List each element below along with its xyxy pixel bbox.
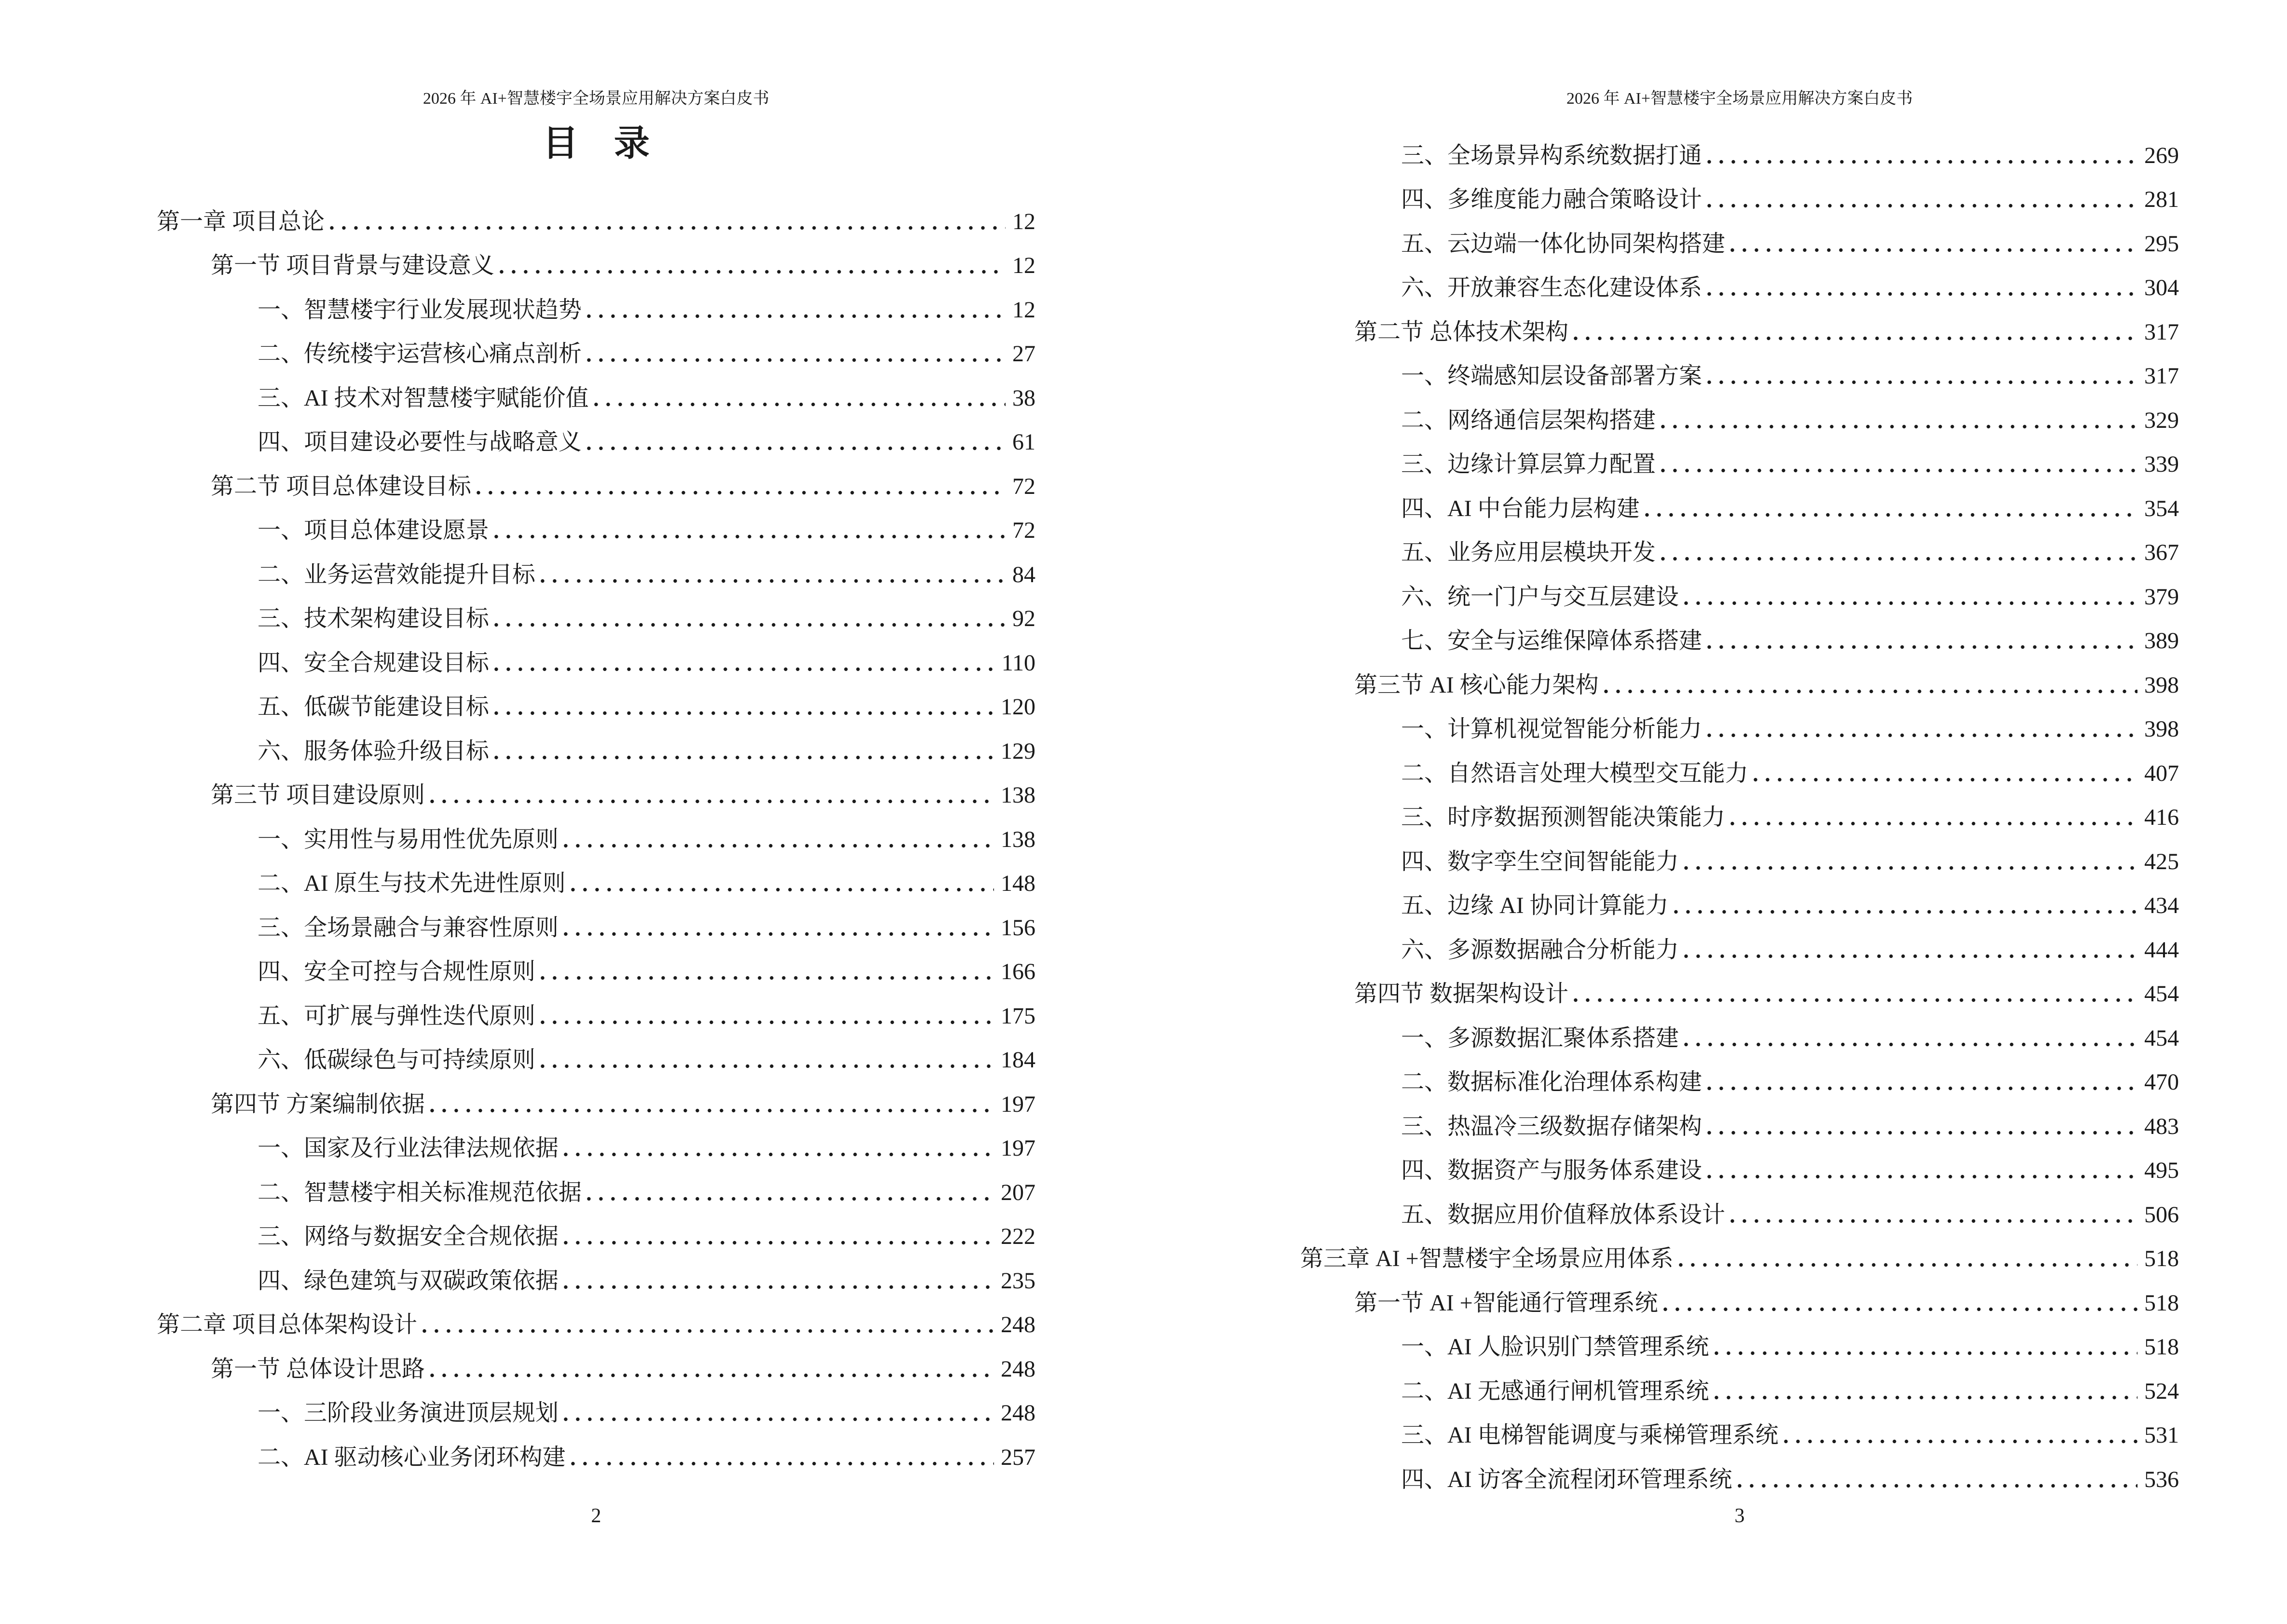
- toc-entry[interactable]: [157, 720, 1035, 764]
- toc-page-number: 379: [2144, 584, 2179, 610]
- toc-entry[interactable]: [157, 1337, 1035, 1382]
- toc-dot-leader: [1730, 821, 2137, 826]
- toc-entry-label: 六、服务体验升级目标: [258, 738, 490, 764]
- toc-entry[interactable]: [1300, 345, 2179, 389]
- toc-entry-label: 四、AI 中台能力层构建: [1401, 495, 1640, 521]
- toc-entry[interactable]: [157, 1117, 1035, 1161]
- toc-entry-label: 一、终端感知层设备部署方案: [1401, 363, 1702, 389]
- toc-page-number: 536: [2144, 1466, 2179, 1492]
- toc-page-number: 197: [1001, 1135, 1035, 1161]
- toc-entry-label: 一、项目总体建设愿景: [258, 518, 490, 544]
- toc-dot-leader: [540, 1020, 994, 1024]
- toc-entry-label: 五、可扩展与弹性迭代原则: [258, 1003, 536, 1029]
- toc-entry[interactable]: [157, 808, 1035, 852]
- toc-page-number: 317: [2144, 319, 2179, 345]
- toc-entry-label: 二、自然语言处理大模型交互能力: [1401, 760, 1749, 786]
- toc-page-number: 12: [1012, 253, 1035, 279]
- toc-page-number: 518: [2144, 1290, 2179, 1316]
- toc-entry-label: 六、低碳绿色与可持续原则: [258, 1047, 536, 1073]
- toc-entry[interactable]: [1300, 1404, 2179, 1448]
- toc-page-number: 329: [2144, 407, 2179, 433]
- toc-entry-label: 五、云边端一体化协同架构搭建: [1401, 231, 1726, 257]
- toc-page-number: 120: [1001, 694, 1035, 720]
- toc-entry-label: 四、AI 访客全流程闭环管理系统: [1401, 1466, 1732, 1492]
- toc-page-number: 257: [1001, 1444, 1035, 1470]
- toc-page-number: 518: [2144, 1246, 2179, 1272]
- toc-entry[interactable]: [157, 984, 1035, 1029]
- toc-entry-label: 三、时序数据预测智能决策能力: [1401, 805, 1726, 831]
- toc-dot-leader: [586, 446, 1006, 450]
- toc-entry-label: 一、实用性与易用性优先原则: [258, 826, 559, 852]
- toc-page-number: 110: [1001, 650, 1035, 676]
- toc-page-number: 425: [2144, 848, 2179, 874]
- toc-page-number: 495: [2144, 1158, 2179, 1184]
- toc-entry-label: 四、绿色建筑与双碳政策依据: [258, 1268, 559, 1294]
- toc-entry[interactable]: [157, 1249, 1035, 1294]
- toc-dot-leader: [1573, 998, 2137, 1002]
- toc-entry-label: 一、多源数据汇聚体系搭建: [1401, 1025, 1679, 1051]
- toc-entry[interactable]: [1300, 124, 2179, 168]
- toc-entry[interactable]: [1300, 786, 2179, 831]
- toc-dot-leader: [540, 1064, 994, 1068]
- toc-entry[interactable]: [157, 234, 1035, 279]
- toc-entry-label: 三、热温冷三级数据存储架构: [1401, 1113, 1702, 1139]
- toc-page-number: 506: [2144, 1201, 2179, 1228]
- toc-page-number: 531: [2144, 1422, 2179, 1448]
- toc-entry-label: 第一章 项目总论: [157, 208, 325, 234]
- toc-entry-label: 五、低碳节能建设目标: [258, 694, 490, 720]
- toc-dot-leader: [586, 358, 1006, 362]
- toc-entry-label: 第一节 项目背景与建设意义: [211, 253, 495, 279]
- toc-dot-leader: [1684, 866, 2137, 870]
- toc-entry-label: 二、数据标准化治理体系构建: [1401, 1069, 1702, 1095]
- toc-dot-leader: [1707, 733, 2137, 737]
- toc-entry-label: 六、开放兼容生态化建设体系: [1401, 275, 1702, 301]
- toc-entry[interactable]: [157, 631, 1035, 676]
- toc-entry-label: 四、项目建设必要性与战略意义: [258, 429, 582, 455]
- toc-dot-leader: [563, 1285, 994, 1289]
- toc-entry-label: 第四节 方案编制依据: [211, 1091, 425, 1117]
- toc-list-right: [1300, 124, 2179, 1492]
- toc-dot-leader: [329, 226, 1006, 230]
- toc-entry[interactable]: [157, 1029, 1035, 1073]
- toc-entry[interactable]: [1300, 1007, 2179, 1051]
- toc-page-number: 61: [1012, 429, 1035, 455]
- toc-dot-leader: [422, 1329, 994, 1333]
- toc-dot-leader: [1707, 160, 2137, 164]
- toc-page-number: 434: [2144, 893, 2179, 919]
- toc-entry-label: 二、智慧楼宇相关标准规范依据: [258, 1179, 582, 1205]
- toc-page-number: 518: [2144, 1334, 2179, 1360]
- toc-page-number: 269: [2144, 142, 2179, 168]
- toc-entry[interactable]: [157, 455, 1035, 499]
- toc-entry-label: 六、多源数据融合分析能力: [1401, 937, 1679, 963]
- toc-page-number: 222: [1001, 1224, 1035, 1250]
- toc-entry[interactable]: [1300, 830, 2179, 874]
- toc-entry-label: 二、业务运营效能提升目标: [258, 561, 536, 587]
- page-footer-number-left: 2: [591, 1505, 601, 1527]
- toc-dot-leader: [1678, 1263, 2137, 1267]
- toc-entry[interactable]: [157, 1382, 1035, 1426]
- toc-dot-leader: [1684, 1042, 2137, 1047]
- toc-entry[interactable]: [1300, 168, 2179, 213]
- toc-dot-leader: [1707, 380, 2137, 384]
- toc-entry[interactable]: [157, 543, 1035, 587]
- page-right: [1144, 0, 2287, 1624]
- toc-dot-leader: [563, 932, 994, 936]
- toc-entry-label: 二、传统楼宇运营核心痛点剖析: [258, 341, 582, 367]
- toc-dot-leader: [540, 579, 1006, 583]
- toc-entry-label: 三、全场景异构系统数据打通: [1401, 142, 1702, 168]
- toc-entry[interactable]: [1300, 1183, 2179, 1228]
- toc-entry[interactable]: [157, 278, 1035, 323]
- toc-dot-leader: [563, 844, 994, 848]
- toc-dot-leader: [540, 976, 994, 980]
- toc-entry-label: 第四节 数据架构设计: [1354, 981, 1569, 1007]
- toc-entry-label: 第二章 项目总体架构设计: [157, 1312, 418, 1338]
- toc-dot-leader: [494, 534, 1006, 539]
- toc-page-number: 354: [2144, 495, 2179, 521]
- toc-dot-leader: [571, 1461, 994, 1466]
- toc-entry[interactable]: [1300, 521, 2179, 566]
- toc-page-number: 483: [2144, 1113, 2179, 1139]
- toc-page-number: 84: [1012, 561, 1035, 587]
- toc-entry-label: 三、AI 技术对智慧楼宇赋能价值: [258, 385, 589, 411]
- toc-entry[interactable]: [157, 1161, 1035, 1205]
- toc-entry-label: 六、统一门户与交互层建设: [1401, 584, 1679, 610]
- toc-entry[interactable]: [1300, 389, 2179, 433]
- toc-entry[interactable]: [157, 323, 1035, 367]
- toc-entry[interactable]: [1300, 1095, 2179, 1139]
- toc-page-number: 248: [1001, 1400, 1035, 1426]
- toc-dot-leader: [494, 623, 1006, 627]
- toc-dot-leader: [1684, 601, 2137, 605]
- toc-dot-leader: [1663, 1307, 2137, 1311]
- toc-entry-label: 二、AI 原生与技术先进性原则: [258, 871, 566, 897]
- toc-dot-leader: [499, 270, 1006, 274]
- toc-dot-leader: [586, 1197, 994, 1201]
- toc-page-number: 156: [1001, 914, 1035, 941]
- toc-entry[interactable]: [157, 896, 1035, 941]
- toc-dot-leader: [494, 755, 994, 760]
- toc-page-number: 304: [2144, 275, 2179, 301]
- toc-entry-label: 五、业务应用层模块开发: [1401, 540, 1656, 566]
- toc-page-number: 416: [2144, 805, 2179, 831]
- toc-dot-leader: [494, 667, 995, 671]
- toc-dot-leader: [586, 314, 1006, 318]
- toc-entry-label: 一、计算机视觉智能分析能力: [1401, 716, 1702, 742]
- toc-page-number: 184: [1001, 1047, 1035, 1073]
- toc-entry-label: 五、数据应用价值释放体系设计: [1401, 1201, 1726, 1228]
- toc-page-number: 367: [2144, 540, 2179, 566]
- toc-dot-leader: [1737, 1484, 2137, 1488]
- toc-page-number: 248: [1001, 1312, 1035, 1338]
- toc-entry-label: 四、数据资产与服务体系建设: [1401, 1158, 1702, 1184]
- toc-dot-leader: [563, 1417, 994, 1421]
- toc-page-number: 444: [2144, 937, 2179, 963]
- toc-entry[interactable]: [1300, 433, 2179, 478]
- toc-entry-label: 四、安全合规建设目标: [258, 650, 490, 676]
- toc-page-number: 398: [2144, 672, 2179, 698]
- toc-entry[interactable]: [1300, 257, 2179, 301]
- toc-entry[interactable]: [157, 676, 1035, 720]
- toc-title: 目 录: [543, 124, 650, 164]
- toc-entry-label: 三、AI 电梯智能调度与乘梯管理系统: [1401, 1422, 1779, 1448]
- toc-page-number: 92: [1012, 606, 1035, 632]
- toc-page-number: 339: [2144, 451, 2179, 478]
- toc-entry[interactable]: [157, 764, 1035, 808]
- toc-dot-leader: [1604, 689, 2137, 694]
- toc-page-number: 129: [1001, 738, 1035, 764]
- toc-entry[interactable]: [1300, 1360, 2179, 1404]
- toc-entry[interactable]: [1300, 1448, 2179, 1492]
- toc-dot-leader: [1661, 424, 2137, 429]
- toc-page-number: 166: [1001, 959, 1035, 985]
- toc-entry[interactable]: [1300, 212, 2179, 257]
- toc-dot-leader: [430, 1373, 994, 1378]
- toc-entry-label: 二、网络通信层架构搭建: [1401, 407, 1656, 433]
- toc-page-number: 248: [1001, 1356, 1035, 1382]
- toc-entry[interactable]: [157, 941, 1035, 985]
- toc-page-number: 12: [1012, 208, 1035, 234]
- toc-entry-label: 一、国家及行业法律法规依据: [258, 1135, 559, 1161]
- toc-dot-leader: [571, 887, 994, 892]
- toc-entry[interactable]: [157, 852, 1035, 897]
- toc-entry[interactable]: [1300, 1271, 2179, 1316]
- toc-page-number: 407: [2144, 760, 2179, 786]
- toc-entry-label: 四、数字孪生空间智能能力: [1401, 848, 1679, 874]
- toc-dot-leader: [563, 1241, 994, 1245]
- toc-dot-leader: [1730, 1219, 2137, 1223]
- toc-entry-label: 第一节 AI +智能通行管理系统: [1354, 1290, 1658, 1316]
- toc-entry[interactable]: [1300, 698, 2179, 742]
- toc-dot-leader: [1661, 557, 2137, 561]
- toc-dot-leader: [476, 491, 1006, 495]
- toc-dot-leader: [1707, 292, 2137, 296]
- toc-entry[interactable]: [157, 1205, 1035, 1250]
- toc-page-number: 175: [1001, 1003, 1035, 1029]
- toc-page-number: 454: [2144, 981, 2179, 1007]
- toc-page-number: 27: [1012, 341, 1035, 367]
- toc-page-number: 148: [1001, 871, 1035, 897]
- toc-dot-leader: [1783, 1439, 2137, 1444]
- toc-page-number: 389: [2144, 628, 2179, 654]
- toc-entry[interactable]: [157, 1426, 1035, 1470]
- toc-entry[interactable]: [1300, 1051, 2179, 1095]
- toc-entry[interactable]: [157, 367, 1035, 411]
- toc-page-number: 398: [2144, 716, 2179, 742]
- toc-entry-label: 一、智慧楼宇行业发展现状趋势: [258, 297, 582, 323]
- toc-entry-label: 第三节 AI 核心能力架构: [1354, 672, 1599, 698]
- page-header-left: 2026 年 AI+智慧楼宇全场景应用解决方案白皮书: [422, 90, 770, 108]
- toc-page-number: 235: [1001, 1268, 1035, 1294]
- toc-entry[interactable]: [1300, 742, 2179, 786]
- toc-entry-label: 四、多维度能力融合策略设计: [1401, 187, 1702, 213]
- toc-dot-leader: [594, 402, 1006, 407]
- toc-page-number: 524: [2144, 1378, 2179, 1404]
- toc-entry-label: 二、AI 无感通行闸机管理系统: [1401, 1378, 1709, 1404]
- toc-entry-label: 四、安全可控与合规性原则: [258, 959, 536, 985]
- toc-entry[interactable]: [1300, 300, 2179, 345]
- toc-entry[interactable]: [1300, 565, 2179, 610]
- page-footer-number-right: 3: [1734, 1505, 1745, 1527]
- toc-dot-leader: [430, 799, 994, 804]
- toc-entry[interactable]: [157, 499, 1035, 544]
- toc-dot-leader: [1753, 778, 2137, 782]
- toc-page-number: 470: [2144, 1069, 2179, 1095]
- toc-dot-leader: [1707, 1086, 2137, 1091]
- toc-page-number: 138: [1001, 826, 1035, 852]
- toc-entry[interactable]: [157, 190, 1035, 234]
- toc-entry-label: 第一节 总体设计思路: [211, 1356, 425, 1382]
- toc-entry[interactable]: [1300, 874, 2179, 919]
- toc-dot-leader: [1645, 513, 2137, 517]
- toc-list-left: [157, 190, 1035, 1470]
- toc-dot-leader: [1674, 910, 2137, 914]
- toc-dot-leader: [563, 1152, 994, 1157]
- toc-page-number: 454: [2144, 1025, 2179, 1051]
- toc-page-number: 281: [2144, 187, 2179, 213]
- toc-dot-leader: [1714, 1395, 2137, 1400]
- toc-entry[interactable]: [157, 587, 1035, 632]
- toc-dot-leader: [1707, 204, 2137, 208]
- toc-dot-leader: [1707, 1131, 2137, 1135]
- toc-entry[interactable]: [1300, 477, 2179, 521]
- toc-entry-label: 三、边缘计算层算力配置: [1401, 451, 1656, 478]
- toc-page-number: 12: [1012, 297, 1035, 323]
- toc-dot-leader: [1707, 1174, 2137, 1179]
- toc-entry[interactable]: [1300, 1228, 2179, 1272]
- toc-page-number: 197: [1001, 1091, 1035, 1117]
- toc-dot-leader: [494, 711, 994, 715]
- toc-page-number: 38: [1012, 385, 1035, 411]
- toc-page-number: 138: [1001, 782, 1035, 808]
- page-header-right: 2026 年 AI+智慧楼宇全场景应用解决方案白皮书: [1566, 90, 1913, 108]
- toc-entry-label: 三、全场景融合与兼容性原则: [258, 914, 559, 941]
- toc-entry[interactable]: [1300, 918, 2179, 963]
- toc-dot-leader: [1707, 645, 2137, 649]
- toc-entry-label: 一、AI 人脸识别门禁管理系统: [1401, 1334, 1709, 1360]
- toc-entry[interactable]: [157, 1294, 1035, 1338]
- toc-page-number: 317: [2144, 363, 2179, 389]
- toc-dot-leader: [1730, 248, 2137, 252]
- toc-dot-leader: [1684, 954, 2137, 958]
- toc-entry[interactable]: [157, 411, 1035, 455]
- toc-dot-leader: [1661, 468, 2137, 473]
- toc-page-number: 207: [1001, 1179, 1035, 1205]
- toc-entry-label: 第二节 总体技术架构: [1354, 319, 1569, 345]
- toc-entry[interactable]: [1300, 1139, 2179, 1184]
- toc-entry-label: 七、安全与运维保障体系搭建: [1401, 628, 1702, 654]
- toc-entry[interactable]: [1300, 654, 2179, 698]
- toc-page-number: 72: [1012, 473, 1035, 499]
- toc-dot-leader: [1714, 1351, 2137, 1355]
- toc-entry-label: 五、边缘 AI 协同计算能力: [1401, 893, 1669, 919]
- toc-entry[interactable]: [157, 1073, 1035, 1117]
- toc-entry-label: 三、网络与数据安全合规依据: [258, 1224, 559, 1250]
- toc-page-number: 72: [1012, 518, 1035, 544]
- toc-page-number: 295: [2144, 231, 2179, 257]
- toc-entry-label: 第三章 AI +智慧楼宇全场景应用体系: [1300, 1246, 1674, 1272]
- toc-entry-label: 三、技术架构建设目标: [258, 606, 490, 632]
- toc-entry-label: 二、AI 驱动核心业务闭环构建: [258, 1444, 566, 1470]
- toc-dot-leader: [1573, 336, 2137, 341]
- toc-entry-label: 第三节 项目建设原则: [211, 782, 425, 808]
- toc-dot-leader: [430, 1108, 994, 1113]
- toc-entry[interactable]: [1300, 610, 2179, 654]
- toc-entry[interactable]: [1300, 963, 2179, 1007]
- toc-entry-label: 一、三阶段业务演进顶层规划: [258, 1400, 559, 1426]
- toc-entry[interactable]: [1300, 1316, 2179, 1360]
- toc-entry-label: 第二节 项目总体建设目标: [211, 473, 472, 499]
